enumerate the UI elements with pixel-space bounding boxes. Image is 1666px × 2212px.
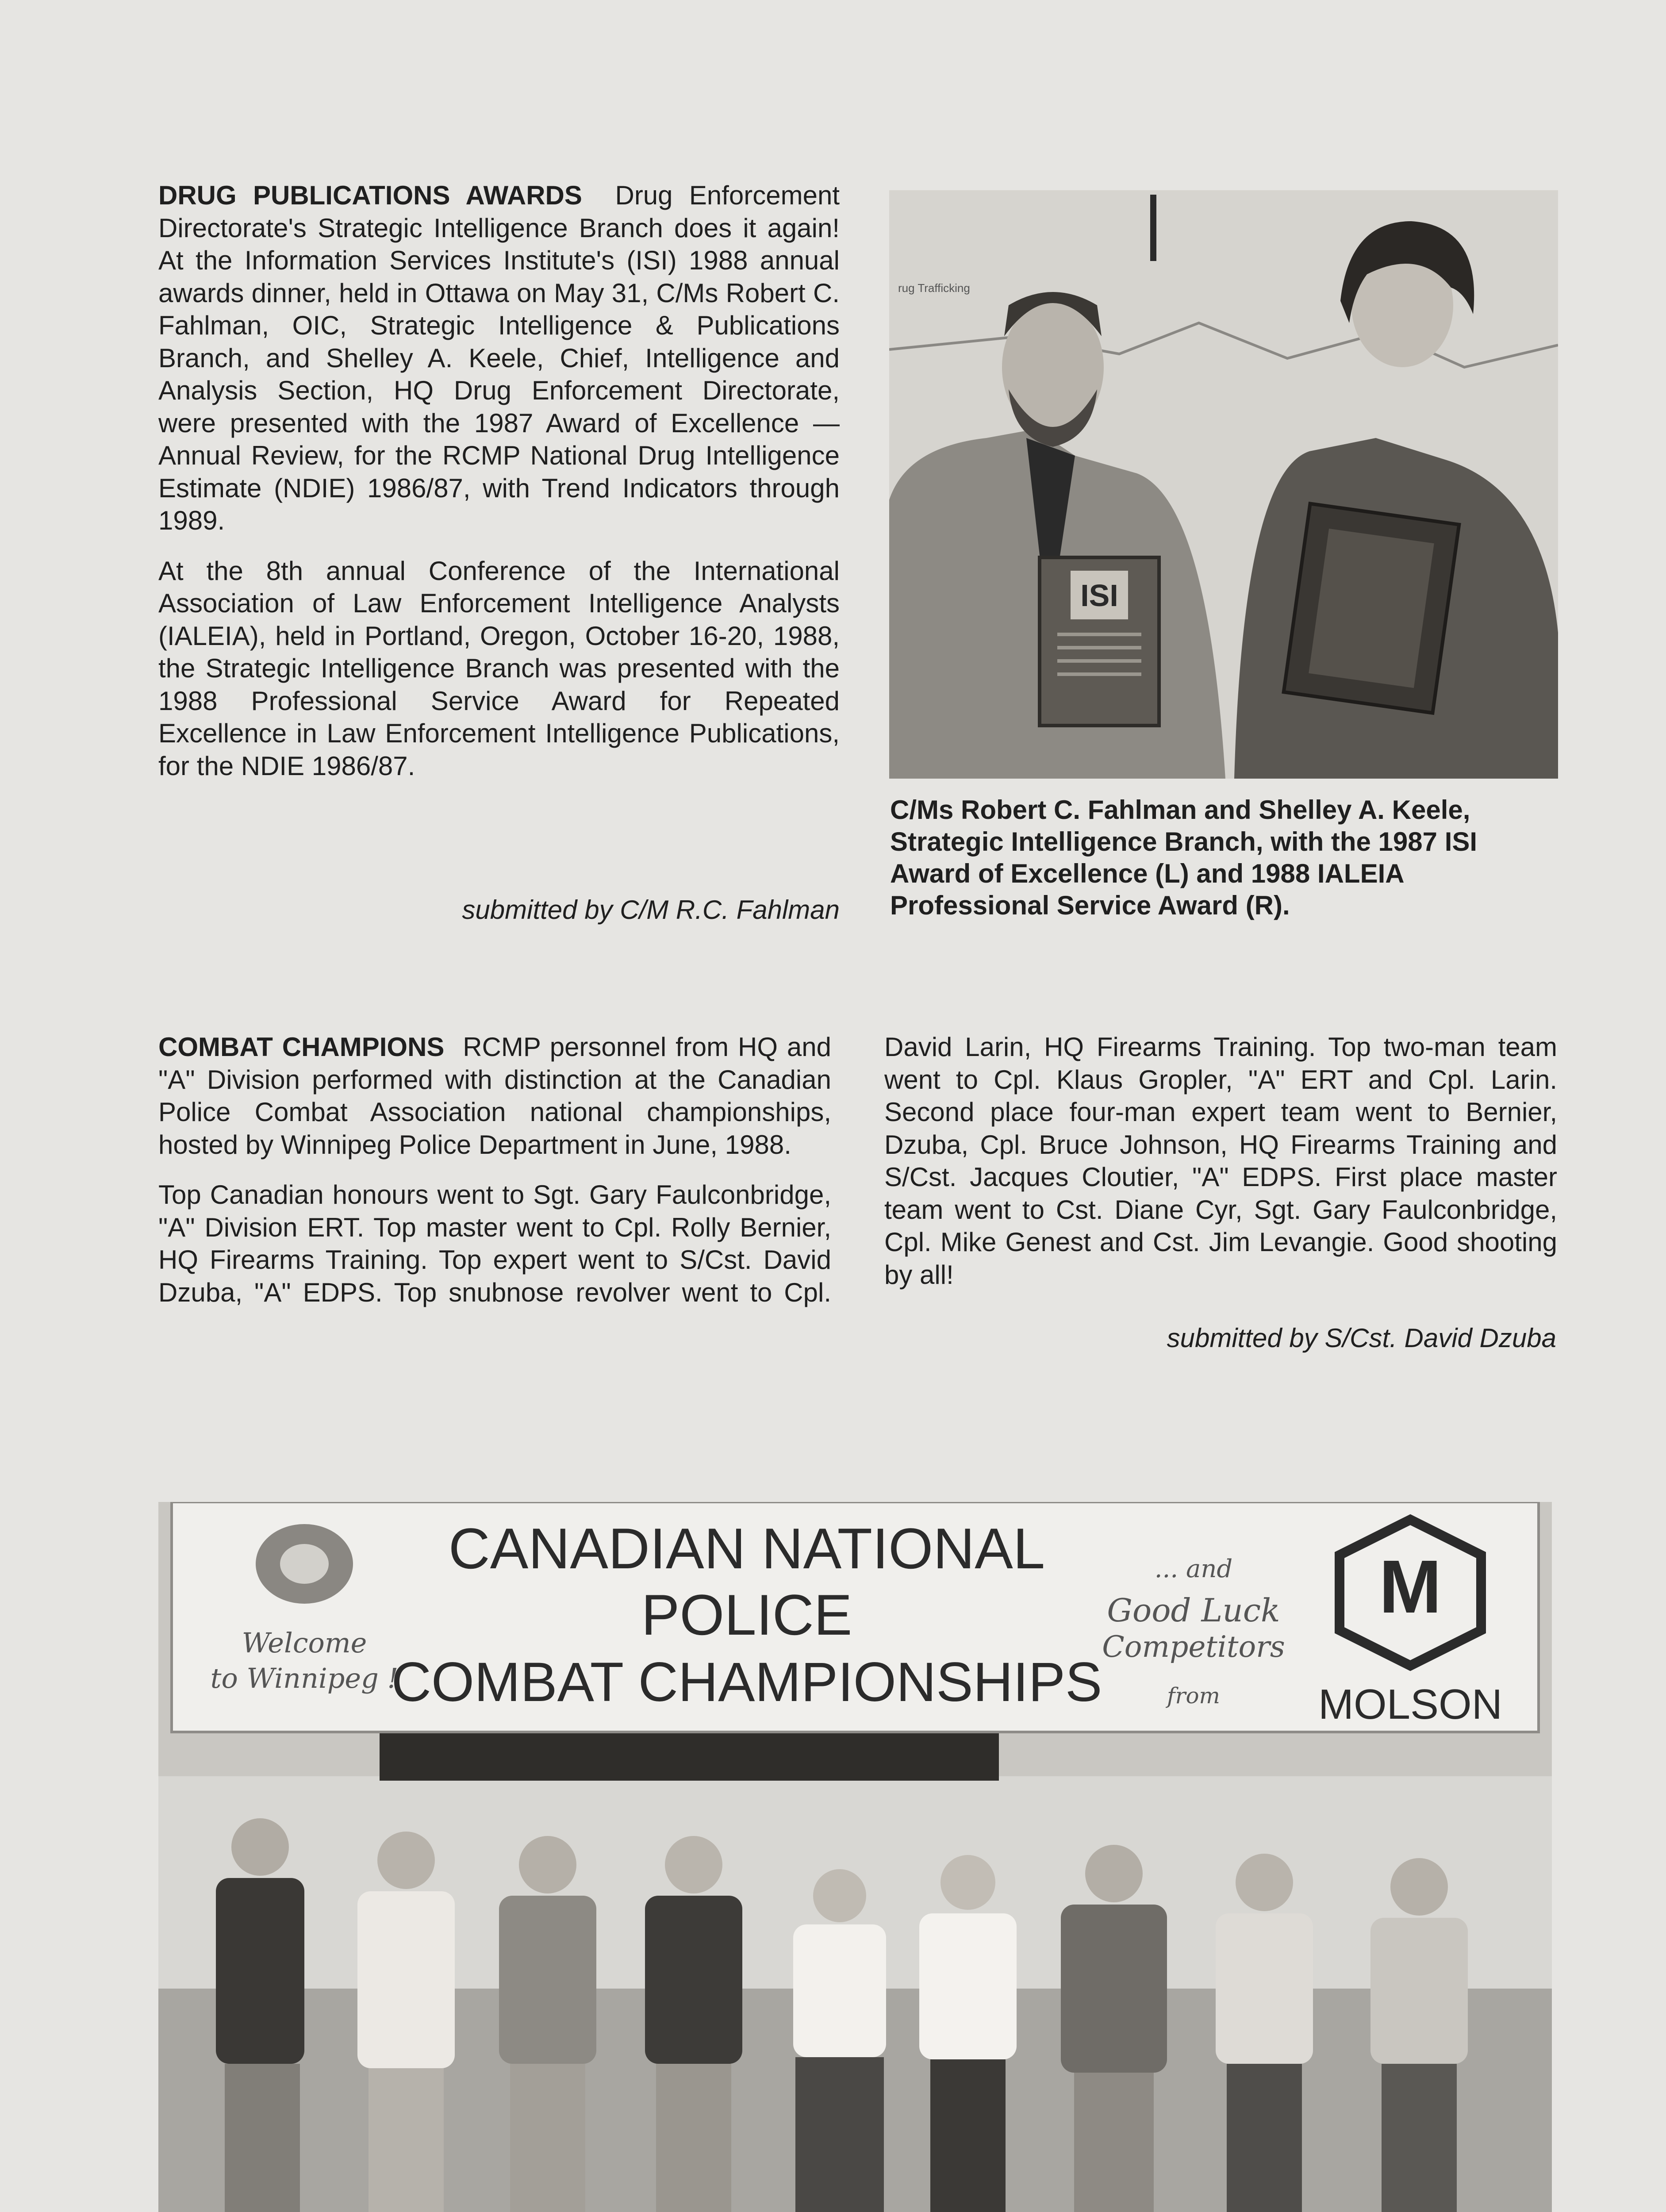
banner-welcome-1: Welcome — [242, 1627, 367, 1659]
banner-line-2: POLICE — [641, 1582, 852, 1647]
group-photo-image — [158, 1502, 1552, 2212]
group-photo — [158, 1502, 1552, 2212]
banner-line-1: CANADIAN NATIONAL — [448, 1516, 1045, 1581]
combat-article-para-2: Top Canadian honours went to Sgt. Gary Faulconbridge, "A" Division ERT. Top master went to Cpl. Rolly Bernier, HQ Firearms Training. Top expert went to S/Cst. David Dzuba, "A" EDPS. Top snubnose revolver went to Cpl. David Larin, HQ Firearms Training. Top two-man team went to Cpl. Klaus Gropler, "A" ERT and Cpl. Larin. Second place four-man expert team went to Bernier, Dzuba, Cpl. Bruce Johnson, HQ Firearms Training and S/Cst. Jacques Cloutier, "A" EDPS. First place master team went to Cst. Diane Cyr, Sgt. Gary Faulconbridge, Cpl. Mike Genest and Cst. Jim Levangie. Good shooting by all! — [158, 1032, 1557, 1307]
award-photo-caption: C/Ms Robert C. Fahlman and Shelley A. Keele, Strategic Intelligence Branch, with the 1987 ISI Award of Excellence (L) and 1988 IALEIA Professional Service Award (R). — [890, 795, 1478, 920]
combat-article-credit: submitted by S/Cst. David Dzuba — [1167, 1323, 1556, 1353]
plaque-logo: ISI — [1080, 578, 1118, 613]
combat-article-para-1: RCMP personnel from HQ and "A" Division performed with distinction at the Canadian Police Combat Association national championships, hosted by Winnipeg Police Department in June, 1988. — [158, 1032, 832, 1160]
award-photo — [889, 190, 1558, 779]
drug-article-heading: DRUG PUBLICATIONS AWARDS — [158, 180, 582, 210]
combat-article-text — [158, 1031, 1557, 1358]
banner-good-luck: Good Luck — [1107, 1592, 1280, 1629]
award-photo-image — [889, 190, 1558, 779]
banner-brand: MOLSON — [1318, 1681, 1503, 1728]
banner-line-3: COMBAT CHAMPIONSHIPS — [391, 1651, 1102, 1713]
banner-welcome-2: to Winnipeg ! — [210, 1662, 399, 1694]
molson-letter: M — [1379, 1545, 1442, 1629]
banner-and: ... and — [1154, 1555, 1233, 1583]
photo-wall-text: rug Trafficking — [898, 281, 970, 295]
drug-article-text — [158, 179, 840, 782]
drug-article-para-1: Drug Enforcement Directorate's Strategic Intelligence Branch does it again! At the Information Services Institute's (ISI) 1988 annual awards dinner, held in Ottawa on May 31, C/Ms Robert C. Fahlman, OIC, Strategic Intelligence & Publications Branch, and Shelley A. Keele, Chief, Intelligence and Analysis Section, HQ Drug Enforcement Directorate, were presented with the 1987 Award of Excellence — Annual Review, for the RCMP National Drug Intelligence Estimate (NDIE) 1986/87, with Trend Indicators through 1989. — [158, 180, 840, 535]
combat-article-heading: COMBAT CHAMPIONS — [158, 1032, 445, 1062]
drug-article-credit: submitted by C/M R.C. Fahlman — [462, 895, 840, 925]
group-people — [216, 1818, 1468, 2212]
winnipeg-crest-icon — [256, 1524, 353, 1604]
banner-competitors: Competitors — [1102, 1630, 1285, 1664]
drug-article-para-2: At the 8th annual Conference of the International Association of Law Enforcement Intelligence Analysts (IALEIA), held in Portland, Oregon, October 16-20, 1988, the Strategic Intelligence Branch was presented with the 1988 Professional Service Award for Repeated Excellence in Law Enforcement Intelligence Publications, for the NDIE 1986/87. — [158, 556, 840, 781]
banner-from: from — [1167, 1683, 1220, 1709]
